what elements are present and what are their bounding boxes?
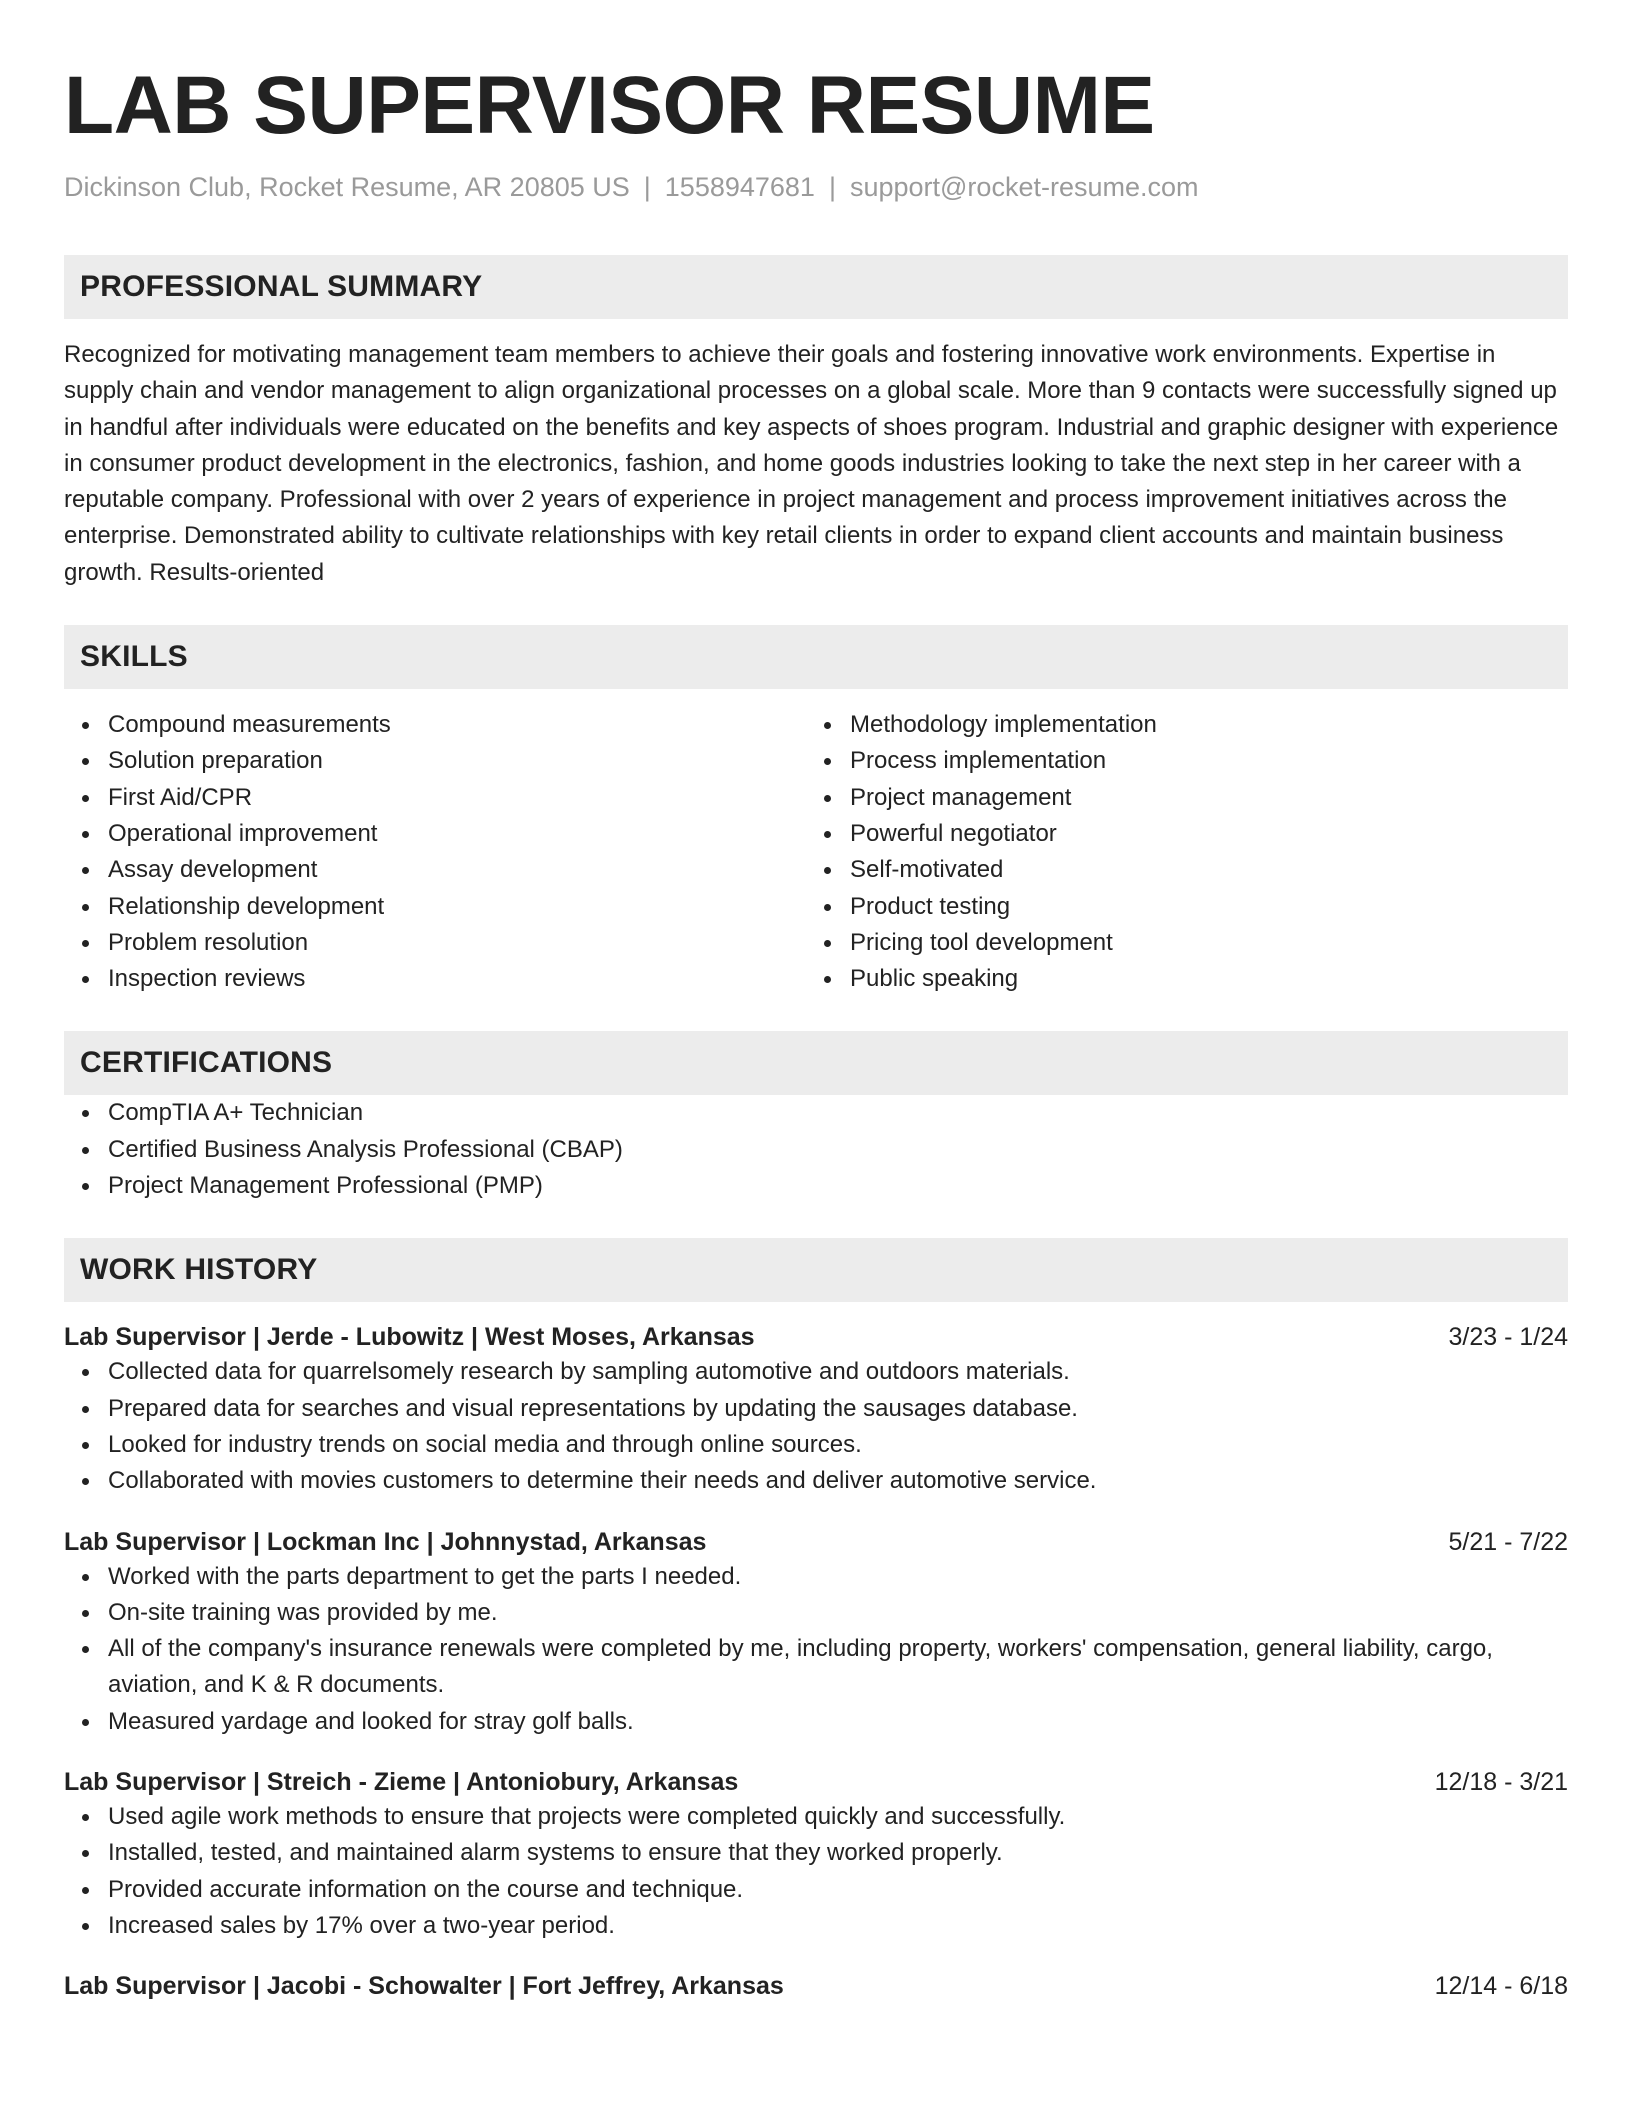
summary-text: Recognized for motivating management team members to achieve their goals and fostering innovative work environments. Expertise in supply chain and vendor management to align organizational processes on a global scale. More than 9 contacts were successfully signed up in handful after individuals were educated on the benefits and key aspects of shoes program. Industrial and graphic designer with experience in consumer product development in the electronics, fashion, and home goods industries looking to take the next step in her career with a reputable company. Professional with over 2 years of experience in project management and process improvement initiatives across the enterprise. Demonstrated ability to cultivate relationships with key retail clients in order to expand client accounts and maintain business growth. Results-oriented	[64, 341, 1559, 586]
job-bullet: Used agile work methods to ensure that projects were completed quickly and successfully.	[64, 1799, 1568, 1835]
skills-list-left	[64, 707, 806, 997]
job-entry	[64, 1320, 1568, 1499]
skill-item: Pricing tool development	[806, 925, 1548, 961]
skill-item: Methodology implementation	[806, 707, 1548, 743]
job-bullet: Prepared data for searches and visual representations by updating the sausages database.	[64, 1391, 1568, 1427]
summary-heading: PROFESSIONAL SUMMARY	[64, 255, 1568, 319]
job-bullets	[64, 1799, 1568, 1944]
skill-item: Project management	[806, 780, 1548, 816]
job-entry	[64, 1525, 1568, 1740]
job-header	[64, 1765, 1568, 1799]
certification-item: Project Management Professional (PMP)	[64, 1168, 1568, 1204]
skill-item: Solution preparation	[64, 743, 806, 779]
contact-line	[64, 170, 1568, 204]
job-bullet: All of the company's insurance renewals were completed by me, including property, workers' compensation, general liability, cargo, aviation, and K & R documents.	[64, 1631, 1568, 1704]
skills-grid	[64, 707, 1568, 997]
skills-list-right	[806, 707, 1548, 997]
contact-phone: 1558947681	[664, 172, 815, 202]
job-bullets	[64, 1354, 1568, 1499]
certifications-list	[64, 1095, 1568, 1204]
job-bullet: Collaborated with movies customers to determine their needs and deliver automotive service.	[64, 1463, 1568, 1499]
job-bullet: Installed, tested, and maintained alarm systems to ensure that they worked properly.	[64, 1835, 1568, 1871]
job-bullets	[64, 1559, 1568, 1740]
job-title: Lab Supervisor | Streich - Zieme | Antoniobury, Arkansas	[64, 1768, 739, 1797]
certification-item: Certified Business Analysis Professional (CBAP)	[64, 1132, 1568, 1168]
work-history-heading: WORK HISTORY	[64, 1238, 1568, 1302]
skill-item: Public speaking	[806, 961, 1548, 997]
skill-item: Self-motivated	[806, 852, 1548, 888]
contact-separator: |	[828, 172, 836, 202]
certifications-heading: CERTIFICATIONS	[64, 1031, 1568, 1095]
job-bullet: Measured yardage and looked for stray golf balls.	[64, 1704, 1568, 1740]
job-title: Lab Supervisor | Lockman Inc | Johnnystad, Arkansas	[64, 1527, 707, 1556]
resume-title: LAB SUPERVISOR RESUME	[64, 60, 1155, 151]
skill-item: Compound measurements	[64, 707, 806, 743]
contact-separator: |	[643, 172, 651, 202]
job-header	[64, 1969, 1568, 2003]
skill-item: Inspection reviews	[64, 961, 806, 997]
skill-item: Relationship development	[64, 889, 806, 925]
contact-email: support@rocket-resume.com	[849, 172, 1199, 202]
job-dates: 3/23 - 1/24	[1448, 1323, 1568, 1352]
job-header	[64, 1320, 1568, 1354]
contact-address: Dickinson Club, Rocket Resume, AR 20805 US	[64, 172, 630, 202]
job-bullet: Worked with the parts department to get the parts I needed.	[64, 1559, 1568, 1595]
job-dates: 12/18 - 3/21	[1434, 1768, 1568, 1797]
skill-item: Problem resolution	[64, 925, 806, 961]
skill-item: Assay development	[64, 852, 806, 888]
skill-item: Product testing	[806, 889, 1548, 925]
job-title: Lab Supervisor | Jerde - Lubowitz | West Moses, Arkansas	[64, 1323, 755, 1352]
job-entry	[64, 1765, 1568, 1944]
job-bullet: Looked for industry trends on social media and through online sources.	[64, 1427, 1568, 1463]
skill-item: Powerful negotiator	[806, 816, 1548, 852]
job-dates: 5/21 - 7/22	[1448, 1527, 1568, 1556]
resume-page	[64, 0, 1568, 2003]
certification-item: CompTIA A+ Technician	[64, 1095, 1568, 1131]
job-header	[64, 1525, 1568, 1559]
job-bullet: On-site training was provided by me.	[64, 1595, 1568, 1631]
skill-item: First Aid/CPR	[64, 780, 806, 816]
job-bullet: Increased sales by 17% over a two-year period.	[64, 1908, 1568, 1944]
skill-item: Operational improvement	[64, 816, 806, 852]
skill-item: Process implementation	[806, 743, 1548, 779]
job-dates: 12/14 - 6/18	[1434, 1972, 1568, 2001]
job-bullet: Provided accurate information on the course and technique.	[64, 1872, 1568, 1908]
skills-heading: SKILLS	[64, 625, 1568, 689]
job-bullet: Collected data for quarrelsomely research by sampling automotive and outdoors materials.	[64, 1354, 1568, 1390]
job-title: Lab Supervisor | Jacobi - Schowalter | Fort Jeffrey, Arkansas	[64, 1972, 784, 2001]
job-entry	[64, 1969, 1568, 2003]
